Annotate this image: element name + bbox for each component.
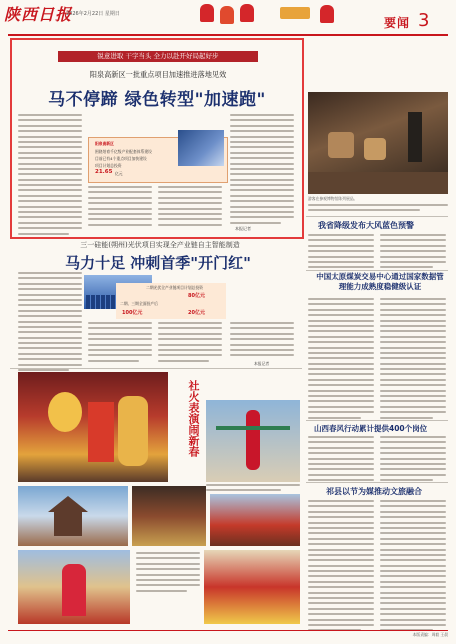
lantern-decoration [160, 4, 350, 24]
masthead-rule [8, 34, 448, 36]
story1-body-col4 [230, 114, 294, 227]
story2-headline: 马力十足 冲刺首季"开门红" [65, 254, 251, 272]
right-story1-headline: 我省降级发布大风蓝色预警 [318, 221, 414, 230]
story1-subtitle: 阳泉高新区一批重点项目加速推进落地见效 [89, 70, 227, 79]
right-divider-3 [306, 420, 448, 421]
box-b-value1: 100亿元 [122, 310, 143, 316]
solar-panel-image [178, 130, 224, 166]
story1-byline: 本报记者 [235, 226, 251, 231]
collage-photo-crowd [204, 550, 300, 624]
right-story4-col2 [380, 500, 446, 635]
collage-vertical-title: 社火表演闹新春 [187, 380, 200, 457]
collage-photo-lion-dance [18, 372, 168, 482]
infobox-line1: 围绕培育千亿级产业配套体系建设 [95, 149, 152, 154]
museum-photo [308, 92, 448, 194]
box-b-value2: 20亿元 [188, 310, 205, 316]
box-a-label: 二期光伏全产业链项目计划总投资 [146, 285, 203, 290]
collage-photo-gate [210, 494, 300, 546]
right-story4-col1 [308, 500, 374, 635]
right-divider-2 [306, 270, 448, 271]
page-footer: 本版责编：周毅 王晨 [412, 632, 448, 637]
museum-caption: 游客在参观博物馆陈列展品。 [308, 196, 358, 201]
story1-body-col3 [158, 186, 222, 229]
right-divider-4 [306, 482, 448, 483]
story1-banner: 锐意进取 干字当头 全力以赴开好局起好步 [58, 51, 258, 62]
infobox-line2: 目前已有4个重点项目加快建设 [95, 156, 147, 161]
collage-divider [10, 368, 302, 369]
collage-photo-lanterns [132, 486, 206, 546]
right-story2-headline: 中国太原煤炭交易中心通过国家数据管理能力成熟度稳健级认证 [316, 272, 444, 291]
right-story2-col2 [380, 298, 446, 422]
right-story1-col1 [308, 234, 374, 272]
collage-caption-2 [136, 552, 200, 595]
story2-infobox [116, 283, 226, 319]
box-b-label: 二期、三期全面投产后 [120, 301, 158, 306]
story2-subtitle: 三一硅能(朔州)光伏项目实现全产业链自主智能制造 [80, 241, 240, 249]
masthead-date: 2026年2月22日 星期日 [66, 11, 120, 17]
masthead-logo: 陕西日报 [4, 5, 73, 24]
right-story3-col1 [308, 436, 374, 485]
footer-rule [8, 630, 448, 631]
story1-headline: 马不停蹄 绿色转型"加速跑" [48, 90, 266, 110]
right-divider-1 [306, 216, 448, 217]
infobox-unit: 亿元 [115, 171, 123, 176]
collage-photo-pagoda [18, 486, 128, 546]
story2-byline: 本报记者 [254, 361, 270, 366]
right-story1-col2 [380, 234, 446, 272]
right-story2-col1 [308, 298, 374, 422]
story1-body-col1 [18, 114, 82, 238]
page-number: 3 [418, 10, 430, 31]
story2-body-col4 [230, 322, 294, 360]
infobox-big-number: 21.65 [95, 169, 113, 175]
story2-body-col1 [18, 272, 82, 374]
right-story3-headline: 山西春风行动累计提供400个岗位 [314, 424, 428, 433]
infobox-label: 阳泉高新区 [95, 141, 114, 146]
right-story4-headline: 祁县以节为媒推动文旅融合 [326, 487, 422, 496]
right-story3-col2 [380, 436, 446, 485]
infobox-line3: 项目计划总投资 [95, 163, 122, 168]
collage-photo-performer [206, 400, 300, 482]
story1-body-col2 [88, 186, 152, 229]
story2-body-col3 [158, 322, 222, 365]
story2-body-col2 [88, 322, 152, 365]
box-a-value: 80亿元 [188, 293, 205, 299]
museum-body [308, 204, 448, 215]
collage-photo-costume [18, 550, 130, 624]
section-title: 要闻 [384, 16, 411, 30]
